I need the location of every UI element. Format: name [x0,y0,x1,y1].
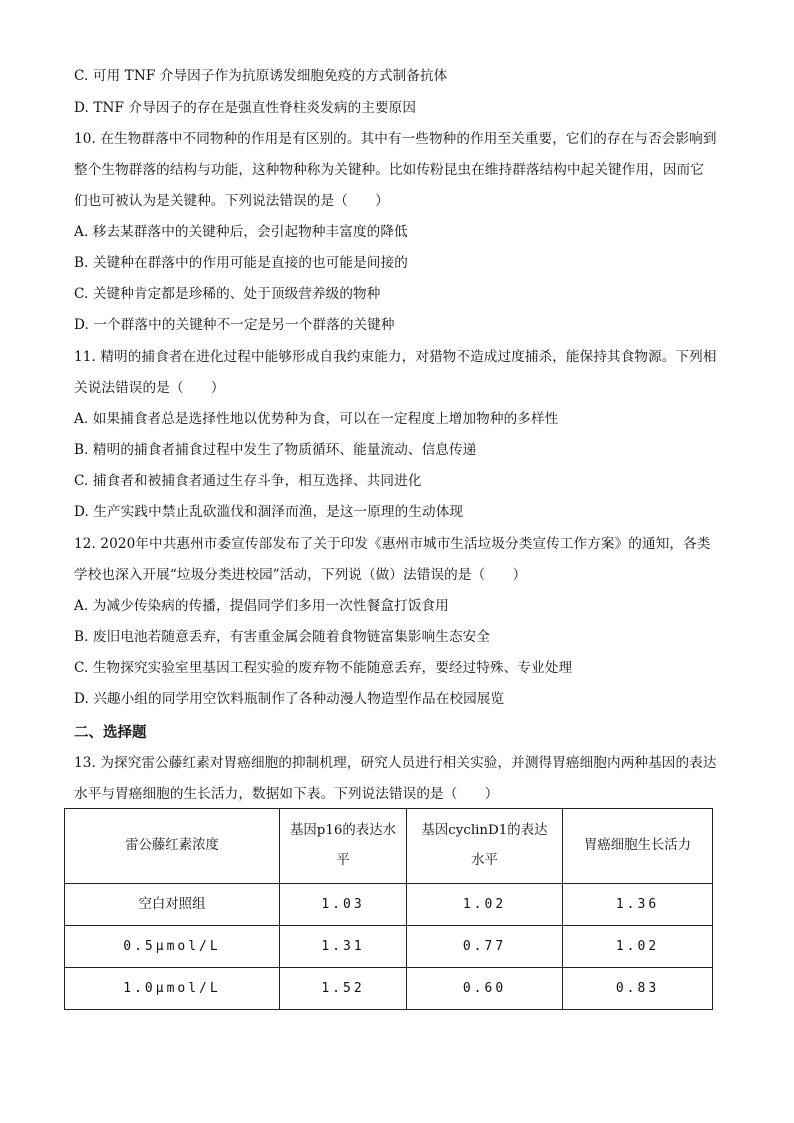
question-10-line-2: 整个生物群落的结构与功能，这种物种称为关键种。比如传粉昆虫在维持群落结构中起关键作用，因而它 [74,162,704,178]
option-b-q10: B. 关键种在群落中的作用可能是直接的也可能是间接的 [74,255,408,271]
option-d-q9: D. TNF 介导因子的存在是强直性脊柱炎发病的主要原因 [74,100,417,116]
header-cyclind1 [407,809,563,884]
question-11-line-2: 关说法错误的是（ ） [74,380,225,396]
header-text: 基因p16的表达水 [290,823,396,838]
header-text: 水平 [471,853,498,868]
question-12-line-1: 12. 2020年中共惠州市委宣传部发布了关于印发《惠州市城市生活垃圾分类宣传工作方案》的通知，各类 [74,536,711,552]
table-cell: 0.77 [407,926,563,968]
table-header-row [65,809,713,884]
header-text: 雷公藤红素浓度 [125,838,219,853]
option-a-q11: A. 如果捕食者总是选择性地以优势种为食，可以在一定程度上增加物种的多样性 [74,411,559,427]
header-vitality [563,809,713,884]
table-row [65,926,713,968]
question-12-line-2: 学校也深入开展“垃圾分类进校园”活动，下列说（做）法错误的是（ ） [74,567,527,583]
option-d-q11: D. 生产实践中禁止乱砍滥伐和涸泽而渔，是这一原理的生动体现 [74,504,464,520]
section-title: 二、选择题 [74,725,147,741]
option-b-q11: B. 精明的捕食者捕食过程中发生了物质循环、能量流动、信息传递 [74,442,477,458]
header-p16 [280,809,407,884]
header-concentration [65,809,280,884]
option-d-q12: D. 兴趣小组的同学用空饮料瓶制作了各种动漫人物造型作品在校园展览 [74,691,505,707]
option-c-q12: C. 生物探究实验室里基因工程实验的废弃物不能随意丢弃，要经过特殊、专业处理 [74,660,573,676]
table-cell: 空白对照组 [65,884,280,926]
table-cell: 1.31 [280,926,407,968]
header-text: 基因cyclinD1的表达 [421,823,548,838]
table-cell: 1.0μmol/L [65,968,280,1010]
table-cell: 1.02 [563,926,713,968]
table-cell: 1.03 [280,884,407,926]
question-10-line-3: 们也可被认为是关键种。下列说法错误的是（ ） [74,193,389,209]
table-cell: 1.52 [280,968,407,1010]
table-cell: 1.36 [563,884,713,926]
option-d-q10: D. 一个群落中的关键种不一定是另一个群落的关键种 [74,317,395,333]
question-13-line-1: 13. 为探究雷公藤红素对胃癌细胞的抑制机理，研究人员进行相关实验，并测得胃癌细胞内两种基因的表达 [74,755,717,771]
option-a-q10: A. 移去某群落中的关键种后，会引起物种丰富度的降低 [74,224,408,240]
option-c-q9: C. 可用 TNF 介导因子作为抗原诱发细胞免疫的方式制备抗体 [74,68,448,84]
header-text: 平 [336,853,350,868]
table-cell: 0.60 [407,968,563,1010]
question-10-line-1: 10. 在生物群落中不同物种的作用是有区别的。其中有一些物种的作用至关重要，它们的存在与否会影响到 [74,131,717,147]
data-table [64,808,713,1010]
option-a-q12: A. 为减少传染病的传播，提倡同学们多用一次性餐盒打饭食用 [74,598,449,614]
header-text: 胃癌细胞生长活力 [583,838,692,853]
option-c-q11: C. 捕食者和被捕食者通过生存斗争，相互选择、共同进化 [74,473,422,489]
question-11-line-1: 11. 精明的捕食者在进化过程中能够形成自我约束能力，对猎物不造成过度捕杀，能保持其食物源。下列相 [74,349,717,365]
table-cell: 0.83 [563,968,713,1010]
question-13-line-2: 水平与胃癌细胞的生长活力，数据如下表。下列说法错误的是（ ） [74,786,499,802]
option-b-q12: B. 废旧电池若随意丢弃，有害重金属会随着食物链富集影响生态安全 [74,629,491,645]
table-row [65,968,713,1010]
table-cell: 1.02 [407,884,563,926]
option-c-q10: C. 关键种肯定都是珍稀的、处于顶级营养级的物种 [74,286,381,302]
table-row [65,884,713,926]
table-cell: 0.5μmol/L [65,926,280,968]
